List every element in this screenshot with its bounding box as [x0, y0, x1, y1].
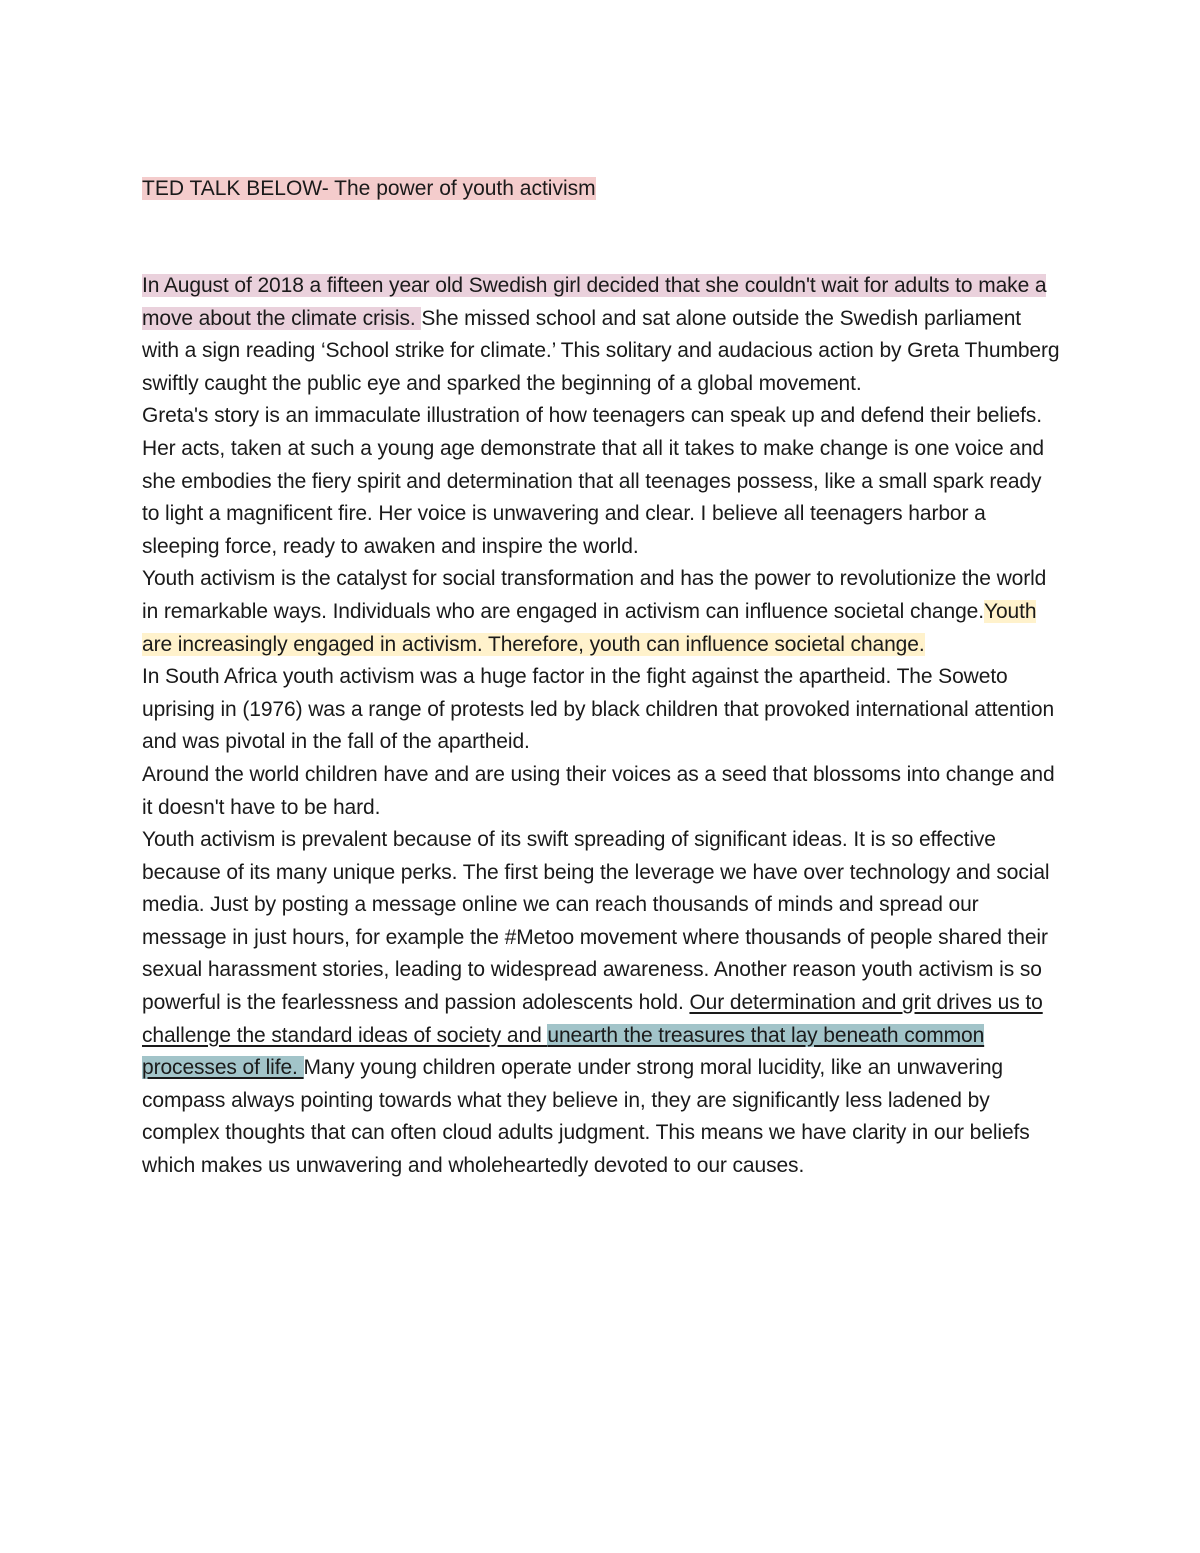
document-body [142, 270, 1062, 1183]
paragraph-catalyst [142, 563, 1062, 661]
paragraph-text: Youth activism is prevalent because of its swift spreading of significant ideas. It is so effective because of its many unique perks. The first being the leverage we have over technology and social media. Just by posting a message online we can reach thousands of minds and spread our message in just hours, for example the #Metoo movement where thousands of people shared their sexual harassment stories, leading to widespread awareness. Another reason youth activism is so powerful is the fearlessness and passion adolescents hold. [142, 828, 1050, 1015]
paragraph-greta-story [142, 400, 1062, 563]
title-highlight: TED TALK BELOW- The power of youth activism [142, 177, 596, 200]
highlighted-underlined-sentence: unearth the treasures that lay beneath common processes of life. [142, 1023, 985, 1080]
paragraph-text: Around the world children have and are using their voices as a seed that blossoms into change and it doesn't have to be hard. [142, 762, 1055, 819]
paragraph-text: Greta's story is an immaculate illustration of how teenagers can speak up and defend their beliefs. Her acts, taken at such a young age demonstrate that all it takes to make change is one voice and she embodies the fiery spirit and determination that all teenages possess, like a small spark ready to light a magnificent fire. Her voice is unwavering and clear. I believe all teenagers harbor a sleeping force, ready to awaken and inspire the world. [142, 404, 1045, 558]
paragraph-prevalent [142, 824, 1062, 1183]
paragraph-text: Youth activism is the catalyst for social transformation and has the power to revolutionize the world in remarkable ways. Individuals who are engaged in activism can influence societal change. [142, 567, 1047, 623]
paragraph-around-world [142, 759, 1062, 824]
paragraph-south-africa [142, 661, 1062, 759]
highlighted-sentence: In August of 2018 a fifteen year old Swedish girl decided that she couldn't wait for adults to make a move about the climate crisis. [142, 274, 1047, 330]
paragraph-text: In South Africa youth activism was a huge factor in the fight against the apartheid. The Soweto uprising in (1976) was a range of protests led by black children that provoked international attention and was pivotal in the fall of the apartheid. [142, 665, 1055, 754]
paragraph-greta-intro [142, 270, 1062, 400]
paragraph-text: Many young children operate under strong moral lucidity, like an unwavering compass always pointing towards what they believe in, they are significantly less ladened by complex thoughts that can often cloud adults judgment. This means we have clarity in our beliefs which makes us unwavering and wholeheartedly devoted to our causes. [142, 1056, 1030, 1178]
paragraph-text: She missed school and sat alone outside the Swedish parliament with a sign reading ‘School strike for climate.’ This solitary and audacious action by Greta Thumberg swiftly caught the public eye and sparked the beginning of a global movement. [142, 306, 1060, 395]
underlined-sentence: Our determination and grit drives us to challenge the standard ideas of society and [142, 991, 1043, 1047]
document-title [142, 173, 596, 205]
highlighted-sentence: Youth are increasingly engaged in activism. Therefore, youth can influence societal change. [142, 599, 1037, 656]
